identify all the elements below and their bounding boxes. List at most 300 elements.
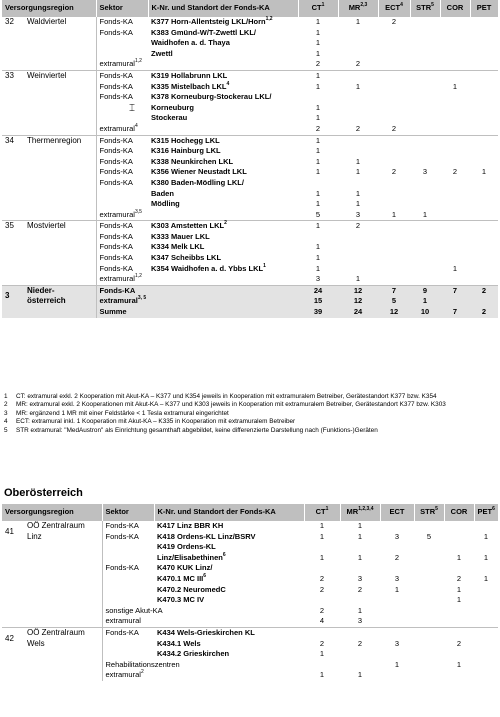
str-cell [414,627,444,638]
pet-cell [470,178,498,189]
ct-cell-text: 1 [315,253,321,263]
mr-cell [338,221,378,232]
ct-cell [304,595,340,606]
sector-cell [102,553,154,564]
ect-cell-text: 2 [391,123,397,133]
knr-cell-text: Baden [151,188,174,198]
sector-cell-text: extramural [99,209,135,219]
knr-cell-text: K316 Hainburg LKL [151,146,221,156]
knr-cell [148,113,298,124]
ect-cell [378,210,410,221]
str-cell [414,574,444,585]
sector-cell-text: extramural [99,274,135,284]
ect-cell [380,585,414,596]
ct-cell [298,157,338,168]
mr-cell [338,113,378,124]
ect-cell [380,627,414,638]
mr-cell-text: 1 [355,188,361,198]
sector-cell [96,103,148,114]
summary-pet [470,285,498,296]
knr-cell-text: K434.1 Wels [157,638,201,648]
mr-cell-text: 1 [355,156,361,166]
pet-cell [474,606,498,617]
pet-cell [474,670,498,681]
mr-cell [340,532,380,543]
knr-cell-footnote-mark: 2 [224,220,227,227]
ct-cell [298,70,338,81]
ect-cell [378,59,410,70]
cor-cell [444,595,474,606]
pet-cell [470,103,498,114]
summary-pet-text: 2 [481,307,487,317]
ct-cell [298,59,338,70]
summary-str [410,296,440,307]
region-name-line2: Linz [27,531,42,541]
summary-region-line1: Nieder- [27,285,55,295]
ct-cell-text: 1 [315,48,321,58]
mr-cell [338,82,378,93]
pet-cell [474,639,498,650]
sector-cell [102,574,154,585]
sector-cell-text: extramural [105,616,141,626]
knr-cell [154,521,304,532]
sector-cell-text: Fonds-KA [105,521,139,530]
pet-cell [470,28,498,39]
str-cell [414,542,444,553]
str-cell [410,113,440,124]
ct-cell [304,563,340,574]
region-name: Thermenregion [27,135,82,145]
summary-ct-text: 39 [313,307,323,317]
pet-cell [474,553,498,564]
sector-cell [102,521,154,532]
header-region: Versorgungsregion [2,504,102,521]
ct-cell-text: 1 [315,113,321,123]
header-mr: MR$^{2,3}$ [338,0,378,17]
pet-cell [470,113,498,124]
sector-cell-text: Rehabilitationszentren [105,659,180,669]
knr-cell-text: Mödling [151,199,180,209]
ect-cell [378,124,410,135]
ect-cell [380,660,414,671]
str-cell [410,92,440,103]
knr-cell-text: Linz/Elisabethinen [157,552,223,562]
ect-cell-text: 2 [394,552,400,562]
cor-cell-text: 2 [456,573,462,583]
str-cell [414,649,444,660]
summary-cor [440,307,470,318]
str-cell [410,253,440,264]
cor-cell [444,649,474,660]
mr-cell [338,157,378,168]
mr-cell-text: 2 [355,59,361,69]
mr-cell [338,59,378,70]
pet-cell [474,595,498,606]
sector-cell-text: Fonds-KA [99,253,133,263]
knr-cell [148,178,298,189]
ect-cell [378,264,410,275]
sector-cell-text: Fonds-KA [99,135,133,145]
bracket-mark: ⌶ [129,103,135,114]
mr-cell [340,585,380,596]
knr-cell [148,82,298,93]
footnote [4,427,496,435]
pet-cell-text: 1 [483,552,489,562]
knr-cell-text: K335 Mistelbach LKL [151,81,227,91]
region-name-line1: OÖ Zentralraum [27,521,85,530]
mr-cell [340,606,380,617]
summary-ct [298,285,338,296]
mr-cell [338,70,378,81]
cor-cell [440,189,470,200]
cor-cell [444,660,474,671]
knr-cell-text: K356 Wiener Neustadt LKL [151,167,247,177]
footnote [4,401,496,409]
header-str: STR$^5$ [414,504,444,521]
sector-cell [96,82,148,93]
pet-cell [470,124,498,135]
section-title-oberoesterreich: Oberösterreich [4,487,83,499]
knr-cell [148,274,298,285]
knr-cell [148,38,298,49]
ct-cell [304,553,340,564]
sector-cell [96,59,148,70]
pet-cell [470,210,498,221]
ct-cell [298,253,338,264]
ect-cell [378,113,410,124]
ect-cell [378,92,410,103]
sector-cell [96,135,148,146]
header-mr: MR$^{1,2,3,4}$ [340,504,380,521]
ct-cell [298,189,338,200]
knr-cell [148,264,298,275]
cor-cell-text: 1 [452,263,458,273]
str-cell [410,82,440,93]
cor-cell-text: 1 [456,659,462,669]
str-cell [410,38,440,49]
summary-ect [378,307,410,318]
cor-cell [444,639,474,650]
ect-cell [378,49,410,60]
summary-region-number: 3 [5,291,10,301]
region-number: 33 [5,70,14,80]
ect-cell [380,616,414,627]
sector-cell-text: Fonds-KA [99,70,133,80]
knr-cell-text: K333 Mauer LKL [151,231,210,241]
sector-cell-text: Fonds-KA [99,242,133,252]
sector-cell-text: extramural [99,123,135,133]
mr-cell [338,242,378,253]
footnote-text: MR: extramural exkl. 2 Kooperationen mit Akut-KA – K377 und K303 jeweils in Kooperation mit extramuralem Betreiber, Gerätestandort K377 bzw. K303 [16,401,446,409]
knr-cell [148,199,298,210]
mr-cell [338,264,378,275]
region-name: Mostviertel [27,221,66,231]
ct-cell [298,178,338,189]
region-number: 32 [5,17,14,26]
ct-cell [298,124,338,135]
sector-cell [96,146,148,157]
sector-cell [102,627,154,638]
ect-cell [378,146,410,157]
pet-cell [470,274,498,285]
cor-cell-text: 2 [456,638,462,648]
sector-cell-footnote-mark: 4 [134,122,138,129]
ect-cell [380,606,414,617]
cor-cell-text: 1 [456,552,462,562]
str-cell [414,553,444,564]
cor-cell [444,532,474,543]
pet-cell [470,157,498,168]
knr-cell [148,253,298,264]
sector-cell-footnote-mark: 2 [140,669,144,676]
sector-cell-text: extramural [105,670,141,680]
summary-ct-text: 15 [313,296,323,306]
sector-cell-text: Fonds-KA [105,531,139,541]
ct-cell-text: 1 [315,167,321,177]
mr-cell-text: 1 [355,167,361,177]
mr-cell [340,521,380,532]
ct-cell [298,49,338,60]
knr-cell [154,574,304,585]
sector-cell [102,595,154,606]
cor-cell [440,70,470,81]
knr-cell-text: Zwettl [151,48,173,58]
ct-cell-text: 1 [315,135,321,145]
pet-cell [474,627,498,638]
table-row [2,135,498,146]
region-number: 35 [5,221,14,231]
ct-cell [298,103,338,114]
str-cell [410,264,440,275]
sector-cell-footnote-mark: 1,2 [134,273,142,280]
knr-cell-text: K434 Wels-Grieskirchen KL [157,627,255,637]
mr-cell [340,542,380,553]
pet-cell [470,189,498,200]
cor-cell [444,627,474,638]
ct-cell [298,221,338,232]
ect-cell-text: 3 [394,638,400,648]
mr-cell [340,670,380,681]
ct-cell-text: 3 [315,274,321,284]
ct-cell [298,232,338,243]
ect-cell-text: 3 [394,531,400,541]
cor-cell [444,542,474,553]
sector-cell-text: Fonds-KA [99,263,133,273]
table-header-row [2,0,498,17]
pet-cell [474,660,498,671]
table-row [2,17,498,28]
ct-cell-text: 1 [315,199,321,209]
knr-cell-text: K377 Horn-Allentsteig LKL/Horn [151,17,266,26]
knr-cell-text: K470.2 NeuromedC [157,584,226,594]
mr-cell-text: 3 [357,573,363,583]
sector-cell [96,221,148,232]
footnote [4,410,496,418]
pet-cell [470,232,498,243]
summary-pet-text: 2 [481,285,487,295]
pet-cell [470,17,498,28]
ect-cell [380,639,414,650]
ect-cell [378,242,410,253]
ct-cell-text: 1 [315,146,321,156]
cor-cell [444,553,474,564]
str-cell [414,670,444,681]
knr-cell [154,616,304,627]
mr-cell [338,253,378,264]
str-cell [414,595,444,606]
ct-cell-text: 2 [319,573,325,583]
cor-cell [444,616,474,627]
ect-cell [378,38,410,49]
knr-cell [148,28,298,39]
sector-cell [96,242,148,253]
cor-cell [440,178,470,189]
mr-cell [338,17,378,28]
sector-cell [96,113,148,124]
knr-cell [148,221,298,232]
summary-str [410,307,440,318]
knr-cell [154,606,304,617]
knr-cell-text: Waidhofen a. d. Thaya [151,38,230,48]
ct-cell [304,639,340,650]
sector-cell-footnote-mark: 1,2 [134,58,142,65]
region-number: 34 [5,135,14,145]
knr-cell [148,103,298,114]
cor-cell [440,135,470,146]
sector-cell [96,210,148,221]
knr-cell [154,595,304,606]
ct-cell-text: 2 [315,59,321,69]
pet-cell [470,70,498,81]
knr-cell [148,210,298,221]
footnote-text: MR: ergänzend 1 MR mit einer Feldstärke < 1 Tesla extramural eingerichtet [16,409,229,417]
knr-cell [154,627,304,638]
mr-cell [340,649,380,660]
ct-cell [298,113,338,124]
str-cell [410,28,440,39]
pet-cell [470,199,498,210]
ct-cell-text: 1 [315,70,321,80]
header-cor: COR [444,504,474,521]
cor-cell [440,146,470,157]
sector-cell [96,157,148,168]
str-cell [410,167,440,178]
pet-cell [470,146,498,157]
knr-cell-text: K418 Ordens-KL Linz/BSRV [157,531,256,541]
cor-cell [440,242,470,253]
sector-cell-text: Fonds-KA [99,221,133,231]
knr-cell-text: K334 Melk LKL [151,242,205,252]
str-cell [410,178,440,189]
ct-cell [304,606,340,617]
ct-cell [304,660,340,671]
mr-cell [338,146,378,157]
pet-cell [474,574,498,585]
pet-cell [470,253,498,264]
region-name: Waldviertel [27,17,67,26]
summary-label-text: Summe [99,307,127,317]
summary-label-text: Fonds-KA [99,285,136,295]
knr-cell [148,92,298,103]
region-cell [2,135,96,221]
pet-cell [470,264,498,275]
knr-cell [148,124,298,135]
str-cell [410,17,440,28]
ct-cell [298,82,338,93]
ect-cell-text: 1 [394,584,400,594]
region-name: Weinviertel [27,70,67,80]
region-name-line1: OÖ Zentralraum [27,627,85,637]
mr-cell [338,124,378,135]
region-name-line2: Wels [27,638,45,648]
cor-cell [440,59,470,70]
ect-cell [380,670,414,681]
pet-cell [474,521,498,532]
footnote-text: ECT: extramural inkl. 1 Kooperation mit Akut-KA – K335 in Kooperation mit extramuralem Betreiber [16,418,296,426]
footnote-mark: 5 [4,426,8,434]
cor-cell [440,124,470,135]
mr-cell [338,49,378,60]
ct-cell-text: 1 [315,242,321,252]
cor-cell [444,585,474,596]
str-cell [410,146,440,157]
knr-cell [154,532,304,543]
ct-cell-text: 1 [319,552,325,562]
ct-cell-text: 5 [315,209,321,219]
summary-label-footnote-mark: 3, 5 [137,295,147,302]
summary-pet [470,307,498,318]
pet-cell [470,49,498,60]
table-niederoesterreich [2,0,499,318]
ct-cell-text: 2 [315,123,321,133]
ct-cell [304,670,340,681]
str-cell [410,124,440,135]
ct-cell-text: 1 [315,263,321,273]
ct-cell-text: 1 [315,38,321,48]
footnote-text: STR extramural: "MedAustron" als Einrichtung gesamthaft abgebildet, keine differenzierte Darstellung nach (Funktions-)Geräten [16,426,378,434]
mr-cell [338,274,378,285]
cor-cell [444,574,474,585]
ct-cell [298,17,338,28]
str-cell [410,274,440,285]
sector-cell-text: Fonds-KA [99,27,133,37]
ct-cell [298,199,338,210]
cor-cell [444,563,474,574]
str-cell [410,103,440,114]
cor-cell [440,221,470,232]
str-cell [410,49,440,60]
str-cell [414,660,444,671]
sector-cell-text: sonstige Akut-KA [105,605,163,615]
summary-mr [338,307,378,318]
ct-cell [304,627,340,638]
mr-cell-text: 1 [355,17,361,26]
header-sector: Sektor [96,0,148,17]
mr-cell [338,92,378,103]
knr-cell [148,167,298,178]
cor-cell-text: 2 [452,167,458,177]
str-cell-text: 5 [426,531,432,541]
sector-cell [96,178,148,189]
mr-cell [338,178,378,189]
region-cell [2,221,96,286]
knr-cell-footnote-mark: 1,2 [265,16,273,22]
mr-cell-text: 1 [357,670,363,680]
pet-cell [470,221,498,232]
ct-cell [304,649,340,660]
region-cell [2,17,96,71]
knr-cell [148,70,298,81]
